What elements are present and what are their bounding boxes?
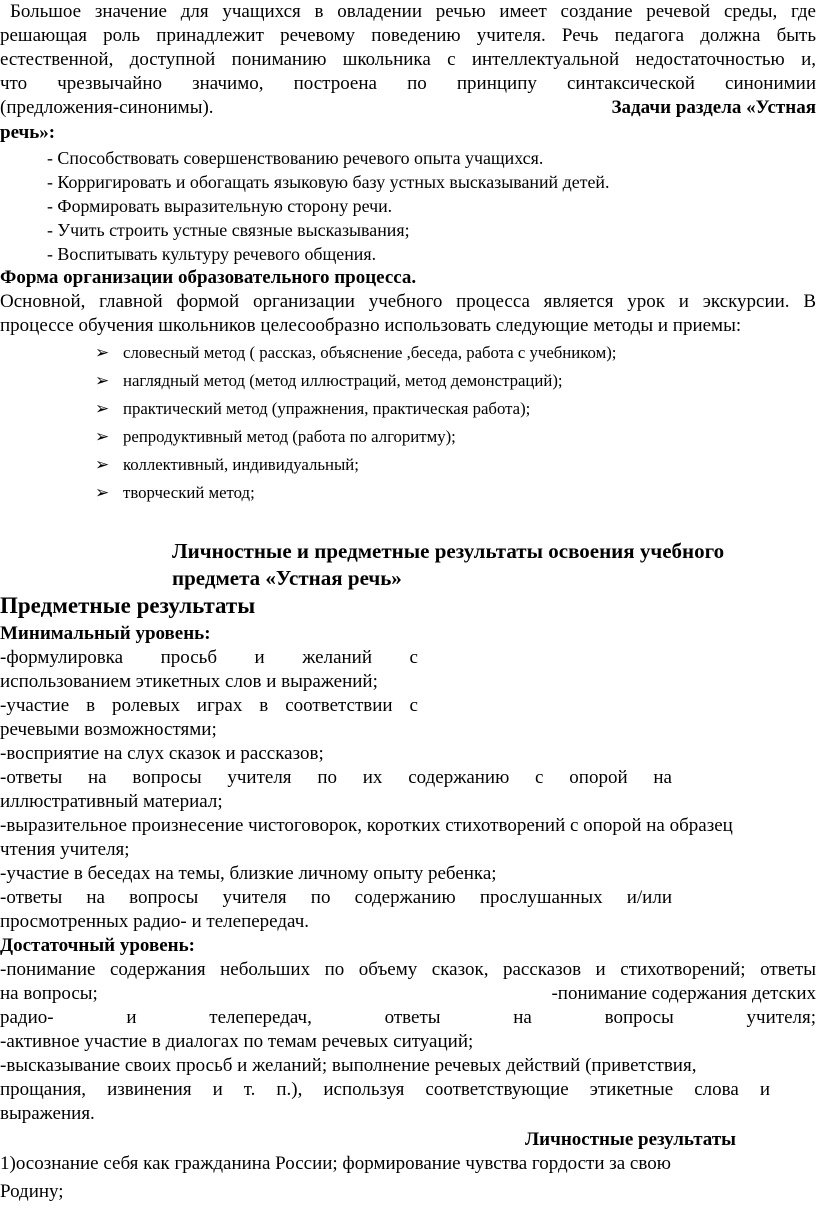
suff-line-2: на вопросы; -понимание содержания детских: [0, 983, 816, 1004]
suff-line-4: -активное участие в диалогах по темам речевых ситуаций;: [0, 1031, 474, 1052]
min-line: просмотренных радио- и телепередач.: [0, 911, 310, 932]
min-line: -ответы на вопросы учителя по содержанию прослушанных и/или: [0, 887, 672, 908]
arrow-bullet-icon: ➢: [95, 343, 110, 363]
min-line: -участие в ролевых играх в соответствии с: [0, 695, 418, 716]
form-line-1: Основной, главной формой организации учебного процесса является урок и экскурсии. В: [0, 291, 816, 312]
minimal-level-heading: Минимальный уровень:: [0, 623, 211, 644]
task-item: - Учить строить устные связные высказывания;: [47, 220, 410, 240]
method-item: ➢ словесный метод ( рассказ, объяснение ,беседа, работа с учебником);: [95, 343, 617, 363]
min-line: -ответы на вопросы учителя по их содержанию с опорой на: [0, 767, 672, 788]
suff-line-7: выражения.: [0, 1103, 95, 1124]
suff-line-3: радио- и телепередач, ответы на вопросы учителя;: [0, 1007, 816, 1028]
arrow-bullet-icon: ➢: [95, 371, 110, 391]
intro-line-5: (предложения-синонимы). Задачи раздела «Устная: [0, 97, 816, 118]
suff-line-5: -высказывание своих просьб и желаний; выполнение речевых действий (приветствия,: [0, 1055, 697, 1076]
min-line: иллюстративный материал;: [0, 791, 223, 812]
method-item: ➢ практический метод (упражнения, практическая работа);: [95, 399, 531, 419]
arrow-bullet-icon: ➢: [95, 399, 110, 419]
min-line: -восприятие на слух сказок и рассказов;: [0, 743, 324, 764]
task-item: - Корригировать и обогащать языковую базу устных высказываний детей.: [47, 172, 610, 192]
method-item: ➢ творческий метод;: [95, 483, 255, 503]
task-item: - Формировать выразительную сторону речи.: [47, 196, 393, 216]
method-item: ➢ репродуктивный метод (работа по алгоритму);: [95, 427, 456, 447]
sufficient-level-heading: Достаточный уровень:: [0, 935, 195, 956]
min-line: -формулировка просьб и желаний с: [0, 647, 418, 668]
form-heading: Форма организации образовательного процесса.: [0, 267, 417, 288]
personal-results-heading: Личностные результаты: [525, 1129, 736, 1150]
method-item: ➢ наглядный метод (метод иллюстраций, метод демонстраций);: [95, 371, 563, 391]
personal-line-1: 1)осознание себя как гражданина России; формирование чувства гордости за свою: [0, 1153, 671, 1174]
task-item: - Воспитывать культуру речевого общения.: [47, 244, 377, 264]
arrow-bullet-icon: ➢: [95, 483, 110, 503]
min-line: -участие в беседах на темы, близкие личному опыту ребенка;: [0, 863, 497, 884]
task-item: - Способствовать совершенствованию речевого опыта учащихся.: [47, 148, 544, 168]
arrow-bullet-icon: ➢: [95, 455, 110, 475]
min-line: -выразительное произнесение чистоговорок, коротких стихотворений с опорой на образец: [0, 815, 733, 836]
suff-line-1: -понимание содержания небольших по объему сказок, рассказов и стихотворений; ответы: [0, 959, 816, 980]
personal-line-2: Родину;: [0, 1181, 64, 1202]
suff-line-6: прощания, извинения и т. п.), используя соответствующие этикетные слова и: [0, 1079, 770, 1100]
min-line: речевыми возможностями;: [0, 719, 217, 740]
intro-line-4: что чрезвычайно значимо, построена по принципу синтаксической синонимии: [0, 73, 816, 94]
tasks-heading: Задачи раздела «Устная: [611, 97, 816, 118]
form-line-2: процессе обучения школьников целесообразно использовать следующие методы и приемы:: [0, 315, 742, 336]
intro-line-1: Большое значение для учащихся в овладении речью имеет создание речевой среды, где: [10, 1, 816, 22]
arrow-bullet-icon: ➢: [95, 427, 110, 447]
subject-results-heading: Предметные результаты: [0, 593, 256, 618]
intro-line-2: решающая роль принадлежит речевому поведению учителя. Речь педагога должна быть: [0, 25, 816, 46]
intro-line-3: естественной, доступной пониманию школьника с интеллектуальной недостаточностью и,: [0, 49, 816, 70]
results-title-line-1: Личностные и предметные результаты освоения учебного: [172, 539, 725, 563]
method-item: ➢ коллективный, индивидуальный;: [95, 455, 359, 475]
min-line: чтения учителя;: [0, 839, 130, 860]
min-line: использованием этикетных слов и выражений;: [0, 671, 378, 692]
results-title-line-2: предмета «Устная речь»: [172, 566, 402, 590]
tasks-heading-cont: речь»:: [0, 122, 56, 143]
